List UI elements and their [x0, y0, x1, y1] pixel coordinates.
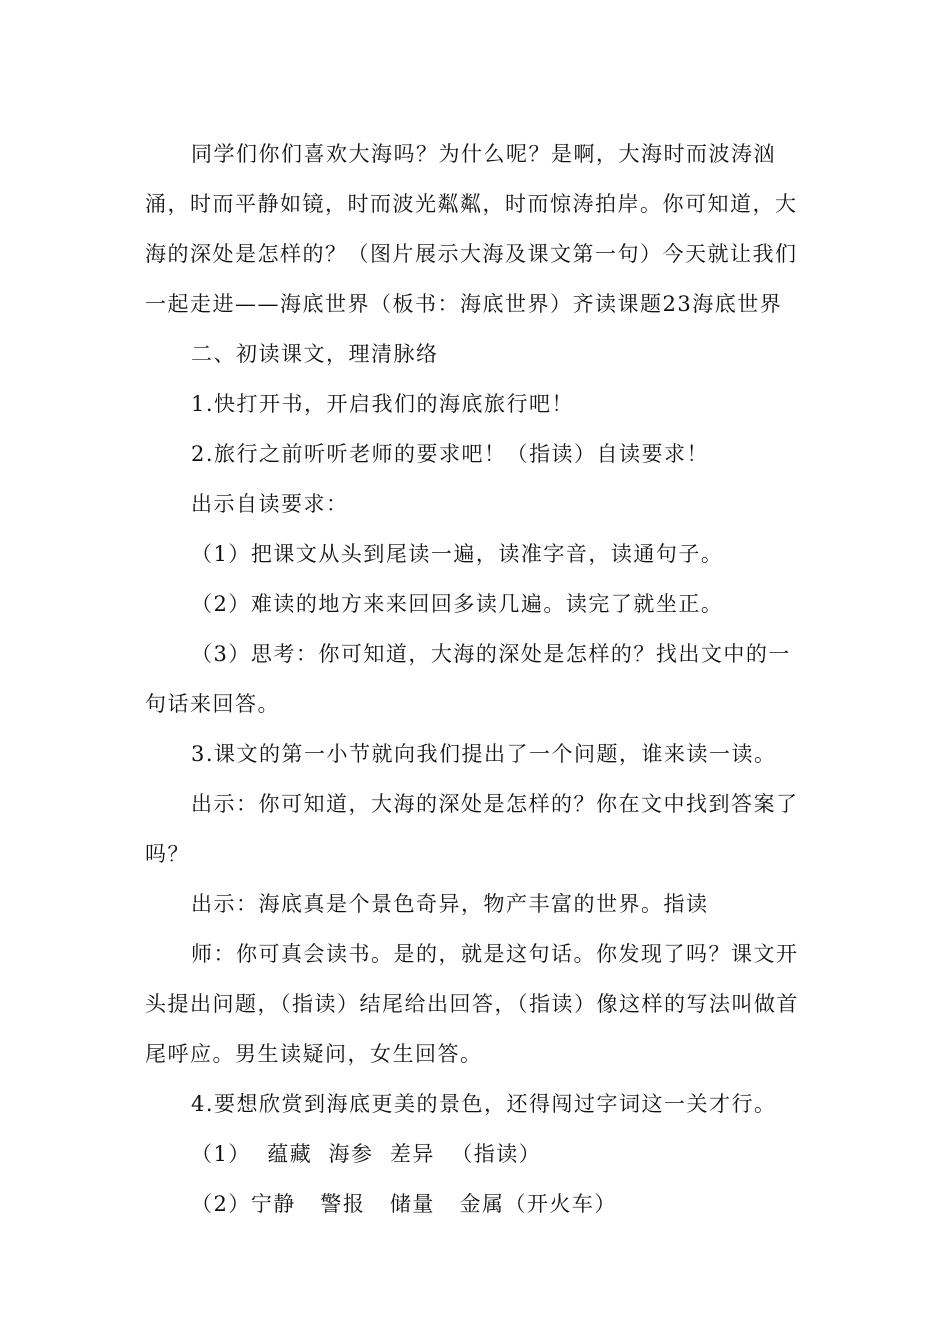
step-1: 1.快打开书，开启我们的海底旅行吧！	[191, 392, 575, 416]
teacher-remark: 师：你可真会读书。是的，就是这句话。你发现了吗？课文开头提出问题，（指读）结尾给出回答，（指读）像这样的写法叫做首尾呼应。男生读疑问，女生回答。	[145, 942, 799, 1066]
vocab-group-1: （1） 蕴藏 海参 差异 （指读）	[191, 1142, 542, 1166]
vocab-group-2: （2）宁静 警报 储量 金属（开火车）	[191, 1192, 617, 1216]
question-display: 出示：你可知道，大海的深处是怎样的？你在文中找到答案了吗？	[145, 792, 799, 866]
intro-paragraph: 同学们你们喜欢大海吗？为什么呢？是啊，大海时而波涛汹涌，时而平静如镜，时而波光粼粼，时而惊涛拍岸。你可知道，大海的深处是怎样的？（图片展示大海及课文第一句）今天就让我们一起走进——海底世界（板书：海底世界）齐读课题23海底世界	[145, 142, 798, 316]
step-3: 3.课文的第一小节就向我们提出了一个问题，谁来读一读。	[191, 742, 777, 766]
requirement-3: （3）思考：你可知道，大海的深处是怎样的？找出文中的一句话来回答。	[145, 642, 791, 716]
step-4: 4.要想欣赏到海底更美的景色，还得闯过字词这一关才行。	[191, 1092, 777, 1116]
document-body	[145, 129, 810, 1229]
requirement-1: （1）把课文从头到尾读一遍，读准字音，读通句子。	[191, 542, 724, 566]
section-heading: 二、初读课文，理清脉络	[191, 342, 439, 366]
requirements-title: 出示自读要求：	[191, 492, 349, 516]
answer-display: 出示：海底真是个景色奇异，物产丰富的世界。指读	[191, 892, 709, 916]
requirement-2: （2）难读的地方来来回回多读几遍。读完了就坐正。	[191, 592, 724, 616]
step-2: 2.旅行之前听听老师的要求吧！（指读）自读要求！	[191, 442, 710, 466]
